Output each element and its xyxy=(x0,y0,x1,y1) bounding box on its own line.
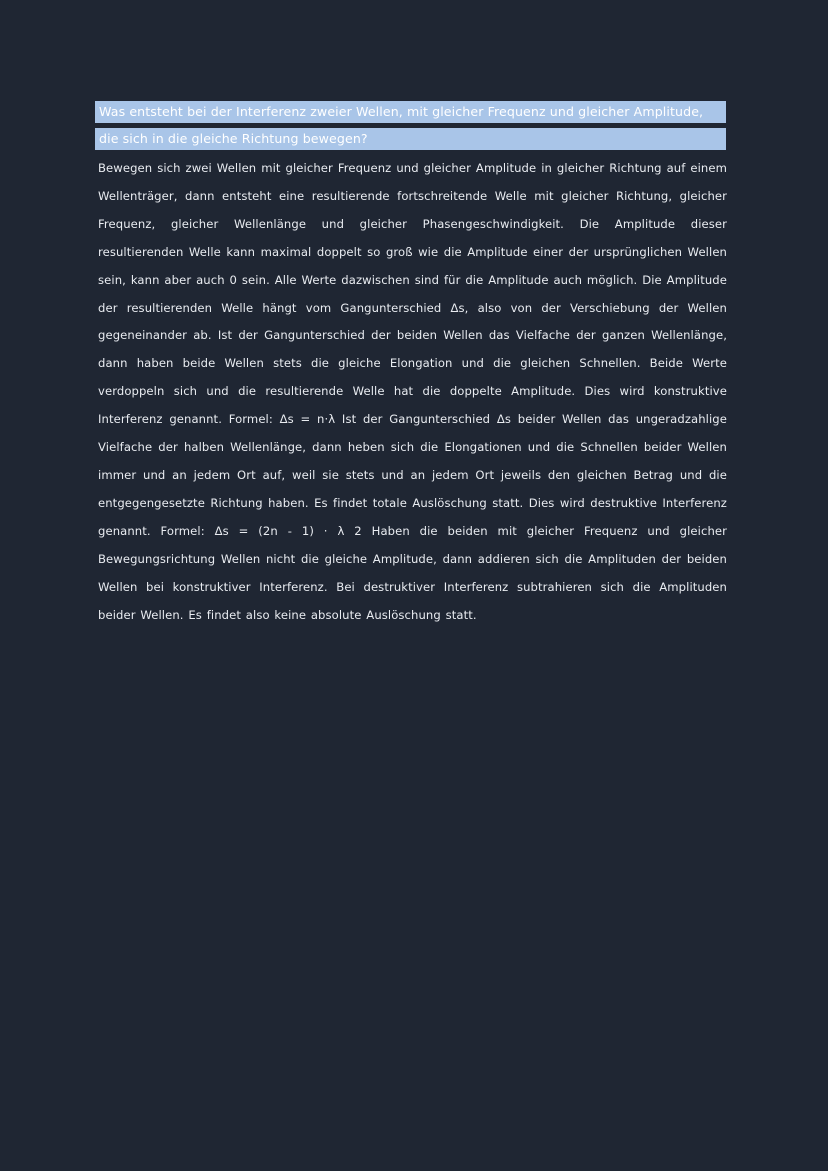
question-line-1: Was entsteht bei der Interferenz zweier Wellen, mit gleicher Frequenz und gleicher Amplitude, xyxy=(95,101,726,123)
answer-paragraph: Bewegen sich zwei Wellen mit gleicher Frequenz und gleicher Amplitude in gleicher Richtung auf einem Wellenträger, dann entsteht eine resultierende fortschreitende Welle mit gleicher Richtung, gleicher Frequenz, gleicher Wellenlänge und gleicher Phasengeschwindigkeit. Die Amplitude dieser resultierenden Welle kann maximal doppelt so groß wie die Amplitude einer der ursprünglichen Wellen sein, kann aber auch 0 sein. Alle Werte dazwischen sind für die Amplitude auch möglich. Die Amplitude der resultierenden Welle hängt vom Gangunterschied Δs, also von der Verschiebung der Wellen gegeneinander ab. Ist der Gangunterschied der beiden Wellen das Vielfache der ganzen Wellenlänge, dann haben beide Wellen stets die gleiche Elongation und die gleichen Schnellen. Beide Werte verdoppeln sich und die resultierende Welle hat die doppelte Amplitude. Dies wird konstruktive Interferenz genannt. Formel: Δs = n·λ Ist der Gangunterschied Δs beider Wellen das ungeradzahlige Vielfache der halben Wellenlänge, dann heben sich die Elongationen und die Schnellen beider Wellen immer und an jedem Ort auf, weil sie stets und an jedem Ort jeweils den gleichen Betrag und die entgegengesetzte Richtung haben. Es findet totale Auslöschung statt. Dies wird destruktive Interferenz genannt. Formel: Δs = (2n - 1) · λ 2 Haben die beiden mit gleicher Frequenz und gleicher Bewegungsrichtung Wellen nicht die gleiche Amplitude, dann addieren sich die Amplituden der beiden Wellen bei konstruktiver Interferenz. Bei destruktiver Interferenz subtrahieren sich die Amplituden beider Wellen. Es findet also keine absolute Auslöschung statt. xyxy=(98,161,727,622)
question-line-2: die sich in die gleiche Richtung bewegen? xyxy=(95,128,726,150)
document-content xyxy=(95,101,727,629)
